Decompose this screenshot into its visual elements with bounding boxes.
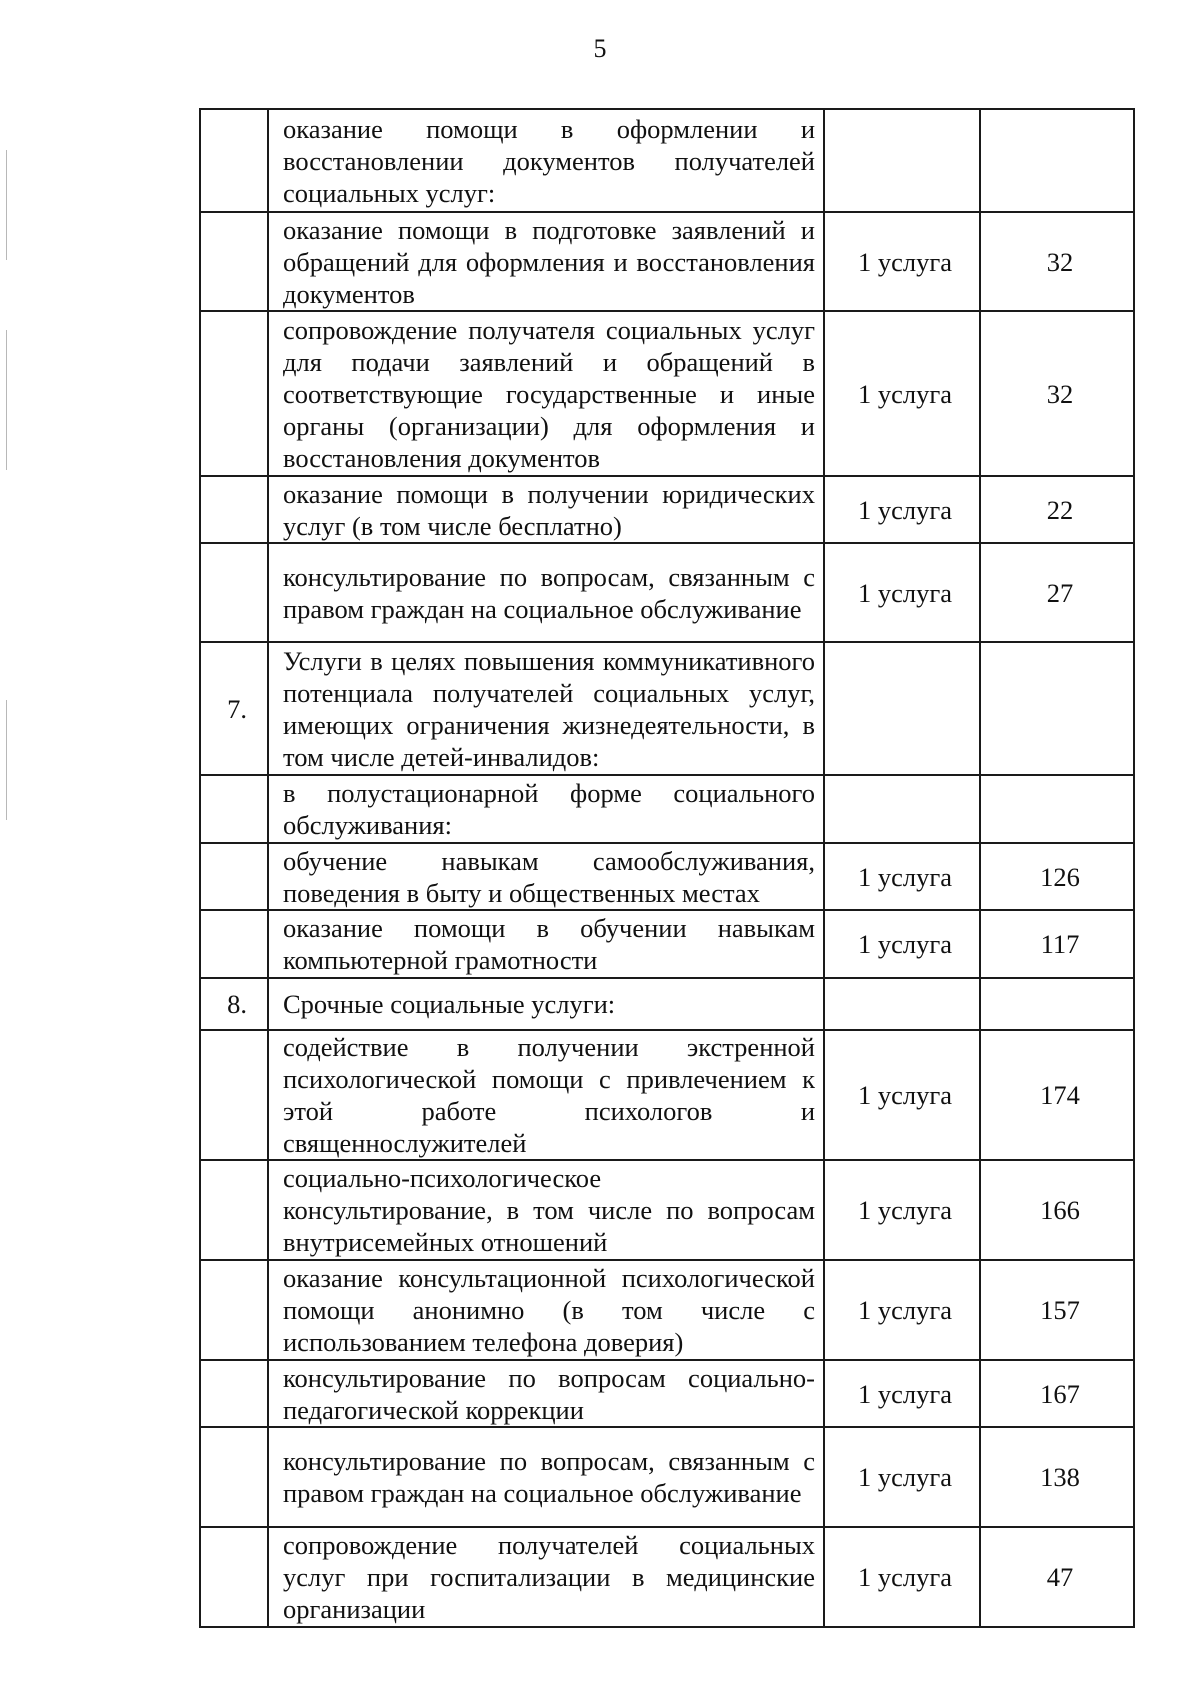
service-value: 32 xyxy=(980,212,1134,311)
services-table xyxy=(199,108,1135,1628)
service-description: оказание помощи в подготовке заявлений и обращений для оформления и восстановления документов xyxy=(268,212,824,311)
row-number xyxy=(200,109,268,212)
service-unit: 1 услуга xyxy=(824,543,980,642)
service-value xyxy=(980,642,1134,775)
service-value: 138 xyxy=(980,1427,1134,1527)
table-row xyxy=(200,476,1134,543)
service-value: 167 xyxy=(980,1360,1134,1427)
service-unit: 1 услуга xyxy=(824,1160,980,1260)
row-number xyxy=(200,1427,268,1527)
scan-edge-mark xyxy=(6,150,7,260)
table-row xyxy=(200,1030,1134,1160)
table-row xyxy=(200,1360,1134,1427)
row-number xyxy=(200,843,268,910)
service-description: обучение навыкам самообслуживания, поведения в быту и общественных местах xyxy=(268,843,824,910)
service-value: 174 xyxy=(980,1030,1134,1160)
service-description: консультирование по вопросам социально-педагогической коррекции xyxy=(268,1360,824,1427)
row-number xyxy=(200,1030,268,1160)
table-row xyxy=(200,910,1134,978)
row-number: 7. xyxy=(200,642,268,775)
service-value: 166 xyxy=(980,1160,1134,1260)
service-unit: 1 услуга xyxy=(824,910,980,978)
table-row xyxy=(200,543,1134,642)
page-number: 5 xyxy=(593,34,607,63)
row-number xyxy=(200,775,268,843)
row-number xyxy=(200,910,268,978)
table-row xyxy=(200,978,1134,1030)
service-unit xyxy=(824,109,980,212)
row-number xyxy=(200,476,268,543)
service-value: 27 xyxy=(980,543,1134,642)
service-description: в полустационарной форме социального обслуживания: xyxy=(268,775,824,843)
table-row xyxy=(200,775,1134,843)
table-row xyxy=(200,1427,1134,1527)
service-description: оказание помощи в оформлении и восстановлении документов получателей социальных услуг: xyxy=(268,109,824,212)
row-number: 8. xyxy=(200,978,268,1030)
row-number xyxy=(200,1360,268,1427)
row-number xyxy=(200,1527,268,1627)
service-value: 117 xyxy=(980,910,1134,978)
table-row xyxy=(200,311,1134,476)
service-description: консультирование по вопросам, связанным с правом граждан на социальное обслуживание xyxy=(268,543,824,642)
service-description: консультирование по вопросам, связанным с правом граждан на социальное обслуживание xyxy=(268,1427,824,1527)
service-value xyxy=(980,775,1134,843)
service-value: 32 xyxy=(980,311,1134,476)
service-value xyxy=(980,109,1134,212)
row-number xyxy=(200,212,268,311)
service-unit: 1 услуга xyxy=(824,843,980,910)
service-description: социально-психологическое консультирование, в том числе по вопросам внутрисемейных отношений xyxy=(268,1160,824,1260)
table-row xyxy=(200,642,1134,775)
service-description: оказание помощи в обучении навыкам компьютерной грамотности xyxy=(268,910,824,978)
service-unit: 1 услуга xyxy=(824,311,980,476)
service-description: содействие в получении экстренной психологической помощи с привлечением к этой работе психологов и священнослужителей xyxy=(268,1030,824,1160)
row-number xyxy=(200,543,268,642)
service-description: Срочные социальные услуги: xyxy=(268,978,824,1030)
scan-edge-mark xyxy=(6,700,7,820)
table-row xyxy=(200,1260,1134,1360)
service-unit: 1 услуга xyxy=(824,476,980,543)
table-row xyxy=(200,212,1134,311)
service-unit: 1 услуга xyxy=(824,1427,980,1527)
table-row xyxy=(200,109,1134,212)
service-unit: 1 услуга xyxy=(824,1360,980,1427)
service-description: оказание консультационной психологической помощи анонимно (в том числе с использованием телефона доверия) xyxy=(268,1260,824,1360)
table-row xyxy=(200,843,1134,910)
row-number xyxy=(200,1260,268,1360)
service-unit xyxy=(824,775,980,843)
table-row xyxy=(200,1527,1134,1627)
row-number xyxy=(200,1160,268,1260)
service-description: оказание помощи в получении юридических услуг (в том числе бесплатно) xyxy=(268,476,824,543)
service-unit: 1 услуга xyxy=(824,212,980,311)
service-unit: 1 услуга xyxy=(824,1030,980,1160)
scan-edge-mark xyxy=(6,330,7,470)
service-value: 22 xyxy=(980,476,1134,543)
row-number xyxy=(200,311,268,476)
service-unit: 1 услуга xyxy=(824,1260,980,1360)
service-description: Услуги в целях повышения коммуникативного потенциала получателей социальных услуг, имеющих ограничения жизнедеятельности, в том числе детей-инвалидов: xyxy=(268,642,824,775)
service-value: 157 xyxy=(980,1260,1134,1360)
service-value: 126 xyxy=(980,843,1134,910)
service-unit xyxy=(824,642,980,775)
service-description: сопровождение получателя социальных услуг для подачи заявлений и обращений в соответствующие государственные и иные органы (организации) для оформления и восстановления документов xyxy=(268,311,824,476)
table-row xyxy=(200,1160,1134,1260)
service-value: 47 xyxy=(980,1527,1134,1627)
service-unit xyxy=(824,978,980,1030)
service-description: сопровождение получателей социальных услуг при госпитализации в медицинские организации xyxy=(268,1527,824,1627)
service-unit: 1 услуга xyxy=(824,1527,980,1627)
service-value xyxy=(980,978,1134,1030)
